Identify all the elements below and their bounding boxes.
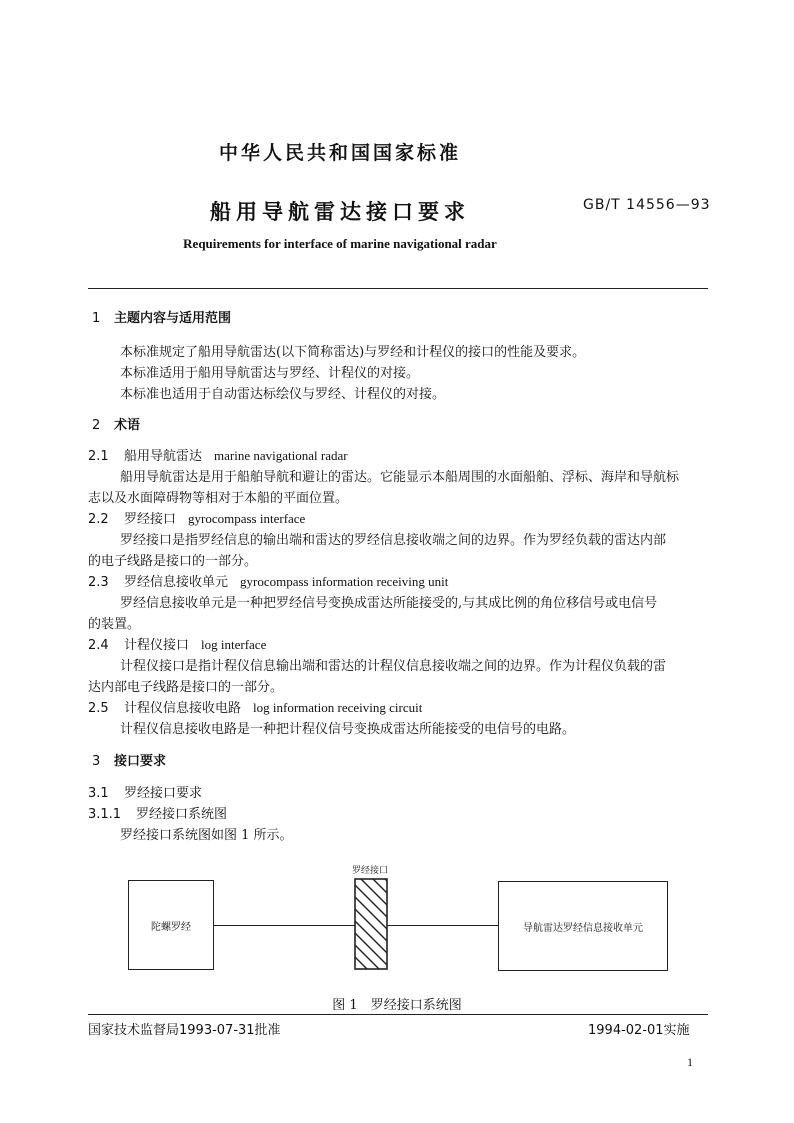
term-heading: 2.2 罗经接口 gyrocompass interface [88, 511, 306, 527]
term-heading: 2.4 计程仪接口 log interface [88, 637, 267, 653]
term-definition: 达内部电子线路是接口的一部分。 [88, 680, 284, 695]
section-1-paragraph: 本标准规定了船用导航雷达(以下简称雷达)与罗经和计程仪的接口的性能及要求。 [120, 345, 586, 360]
interface-hatch-icon [354, 878, 388, 970]
term-definition: 的装置。 [88, 617, 141, 632]
term-definition: 罗经接口是指罗经信息的输出端和雷达的罗经信息接收端之间的边界。作为罗经负载的雷达内部 [120, 533, 667, 548]
section-1-paragraph: 本标准也适用于自动雷达标绘仪与罗经、计程仪的对接。 [120, 387, 446, 402]
section-2-heading: 2 术语 [92, 418, 141, 433]
document-title: 船用导航雷达接口要求 [210, 200, 470, 224]
page-number: 1 [687, 1055, 693, 1069]
header-divider [88, 288, 708, 289]
gyrocompass-label: 陀螺罗经 [151, 921, 191, 933]
term-definition: 罗经信息接收单元是一种把罗经信号变换成雷达所能接受的,与其成比例的角位移信号或电信号 [120, 596, 658, 611]
section-1-heading: 1 主题内容与适用范围 [92, 311, 232, 326]
figure-reference-text: 罗经接口系统图如图 1 所示。 [120, 828, 293, 843]
footer-divider [88, 1014, 708, 1015]
section-3-heading: 3 接口要求 [92, 754, 167, 769]
term-heading: 2.3 罗经信息接收单元 gyrocompass information receiving unit [88, 574, 449, 590]
english-title: Requirements for interface of marine navigational radar [183, 236, 497, 251]
radar-receiving-unit-label: 导航雷达罗经信息接收单元 [523, 922, 643, 934]
term-heading: 2.5 计程仪信息接收电路 log information receiving circuit [88, 700, 423, 716]
subsection-3-1-1-heading: 3.1.1 罗经接口系统图 [88, 807, 228, 822]
standard-code: GB/T 14556—93 [583, 197, 711, 213]
section-1-paragraph: 本标准适用于船用导航雷达与罗经、计程仪的对接。 [120, 366, 420, 381]
term-heading: 2.1 船用导航雷达 marine navigational radar [88, 448, 348, 464]
term-definition: 志以及水面障碍物等相对于本船的平面位置。 [88, 491, 349, 506]
term-definition: 的电子线路是接口的一部分。 [88, 554, 258, 569]
figure-caption: 图 1 罗经接口系统图 [332, 998, 462, 1013]
radar-receiving-unit-box [498, 881, 668, 971]
subsection-3-1-heading: 3.1 罗经接口要求 [88, 786, 203, 801]
term-definition: 船用导航雷达是用于船舶导航和避让的雷达。它能显示本船周围的水面船舶、浮标、海岸和导航标 [120, 470, 680, 485]
standard-agency-title: 中华人民共和国国家标准 [218, 142, 461, 164]
interface-label: 罗经接口 [351, 866, 388, 876]
implementation-date: 1994-02-01实施 [588, 1023, 690, 1038]
gyrocompass-box [128, 880, 214, 970]
approval-date: 国家技术监督局1993-07-31批准 [88, 1023, 281, 1038]
term-definition: 计程仪信息接收电路是一种把计程仪信号变换成雷达所能接受的电信号的电路。 [120, 722, 576, 737]
term-definition: 计程仪接口是指计程仪信息输出端和雷达的计程仪信息接收端之间的边界。作为计程仪负载的雷 [120, 659, 667, 674]
